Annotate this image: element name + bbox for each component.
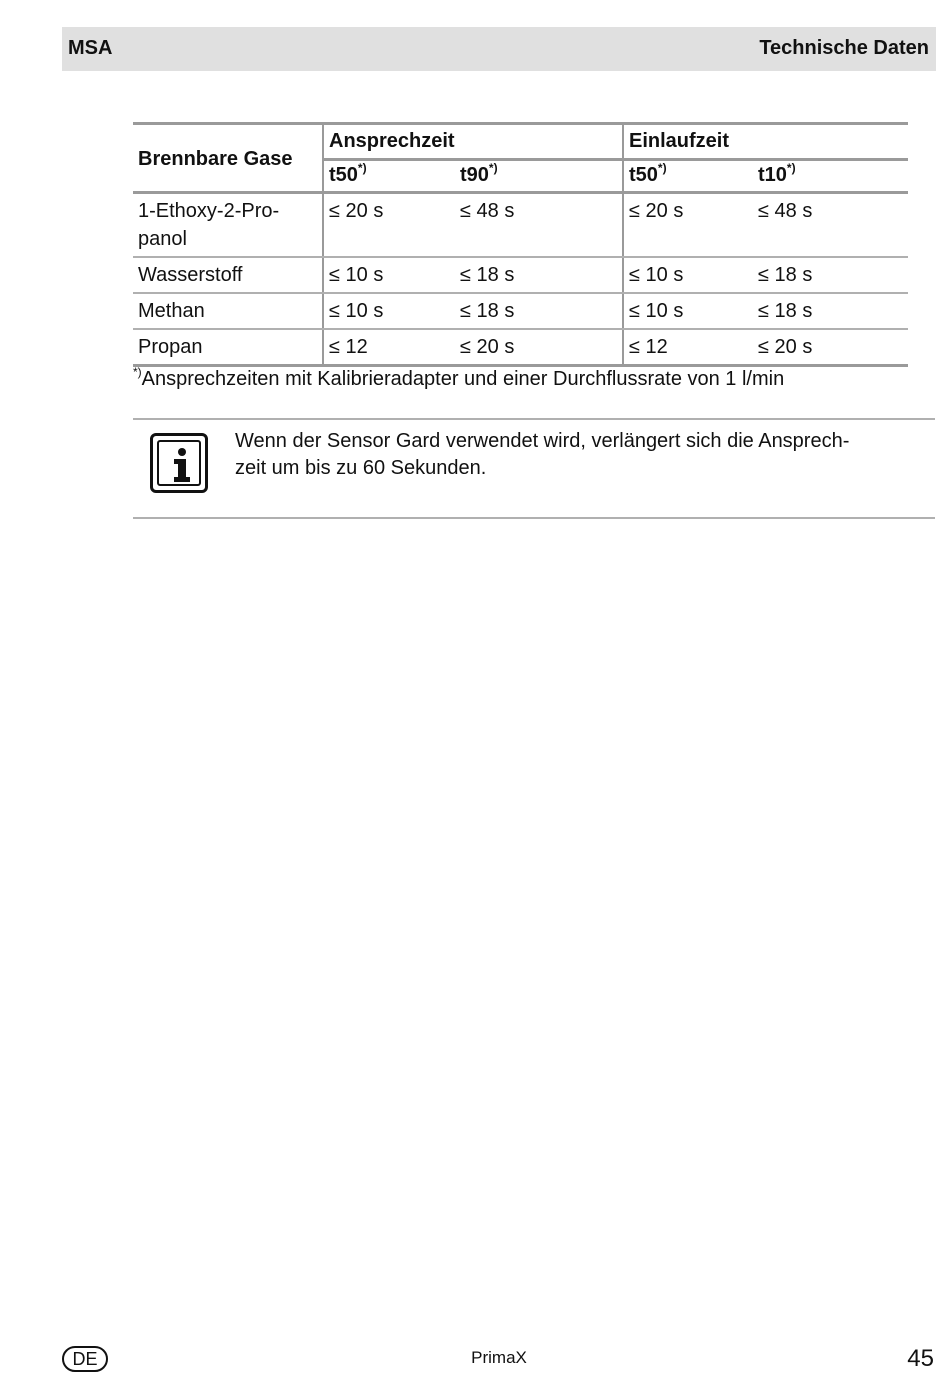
group-header-ansprechzeit: Ansprechzeit (323, 124, 623, 160)
value-cell: ≤ 18 s (455, 293, 623, 329)
gas-name: 1-Ethoxy-2-Pro- panol (133, 193, 323, 258)
page-number: 45 (907, 1345, 934, 1372)
sub-header: t50*) (623, 160, 753, 193)
value-cell: ≤ 12 (323, 329, 455, 366)
value-cell: ≤ 18 s (455, 257, 623, 293)
sub-header: t90*) (455, 160, 623, 193)
table-row (133, 293, 908, 329)
sub-header: t50*) (323, 160, 455, 193)
value-cell: ≤ 18 s (753, 257, 908, 293)
group-header-einlaufzeit: Einlaufzeit (623, 124, 908, 160)
value-cell: ≤ 18 s (753, 293, 908, 329)
brand-label: MSA (68, 37, 113, 59)
value-cell: ≤ 20 s (753, 329, 908, 366)
table-row (133, 257, 908, 293)
page-header (62, 27, 936, 71)
footnote-text: Ansprechzeiten mit Kalibrieradapter und einer Durchflussrate von 1 l/min (141, 368, 785, 390)
value-cell: ≤ 20 s (323, 193, 455, 258)
value-cell: ≤ 12 (623, 329, 753, 366)
value-cell: ≤ 48 s (455, 193, 623, 258)
gas-column-header: Brennbare Gase (133, 124, 323, 193)
table-row (133, 329, 908, 366)
response-time-table (133, 122, 908, 367)
gas-name: Methan (133, 293, 323, 329)
sub-header: t10*) (753, 160, 908, 193)
value-cell: ≤ 20 s (455, 329, 623, 366)
table-group-header-row (133, 124, 908, 160)
info-icon (150, 433, 208, 493)
language-badge: DE (62, 1346, 108, 1372)
value-cell: ≤ 48 s (753, 193, 908, 258)
value-cell: ≤ 10 s (623, 293, 753, 329)
value-cell: ≤ 10 s (623, 257, 753, 293)
gas-name: Propan (133, 329, 323, 366)
footnote-mark: *) (133, 365, 142, 379)
info-text: Wenn der Sensor Gard verwendet wird, verlängert sich die Ansprech- zeit um bis zu 60 Sekunden. (235, 430, 850, 479)
value-cell: ≤ 10 s (323, 293, 455, 329)
value-cell: ≤ 20 s (623, 193, 753, 258)
value-cell: ≤ 10 s (323, 257, 455, 293)
table-row (133, 193, 908, 258)
product-name: PrimaX (471, 1348, 527, 1367)
table-footnote (133, 365, 785, 391)
gas-name: Wasserstoff (133, 257, 323, 293)
info-note (133, 418, 935, 519)
section-title: Technische Daten (759, 37, 929, 59)
